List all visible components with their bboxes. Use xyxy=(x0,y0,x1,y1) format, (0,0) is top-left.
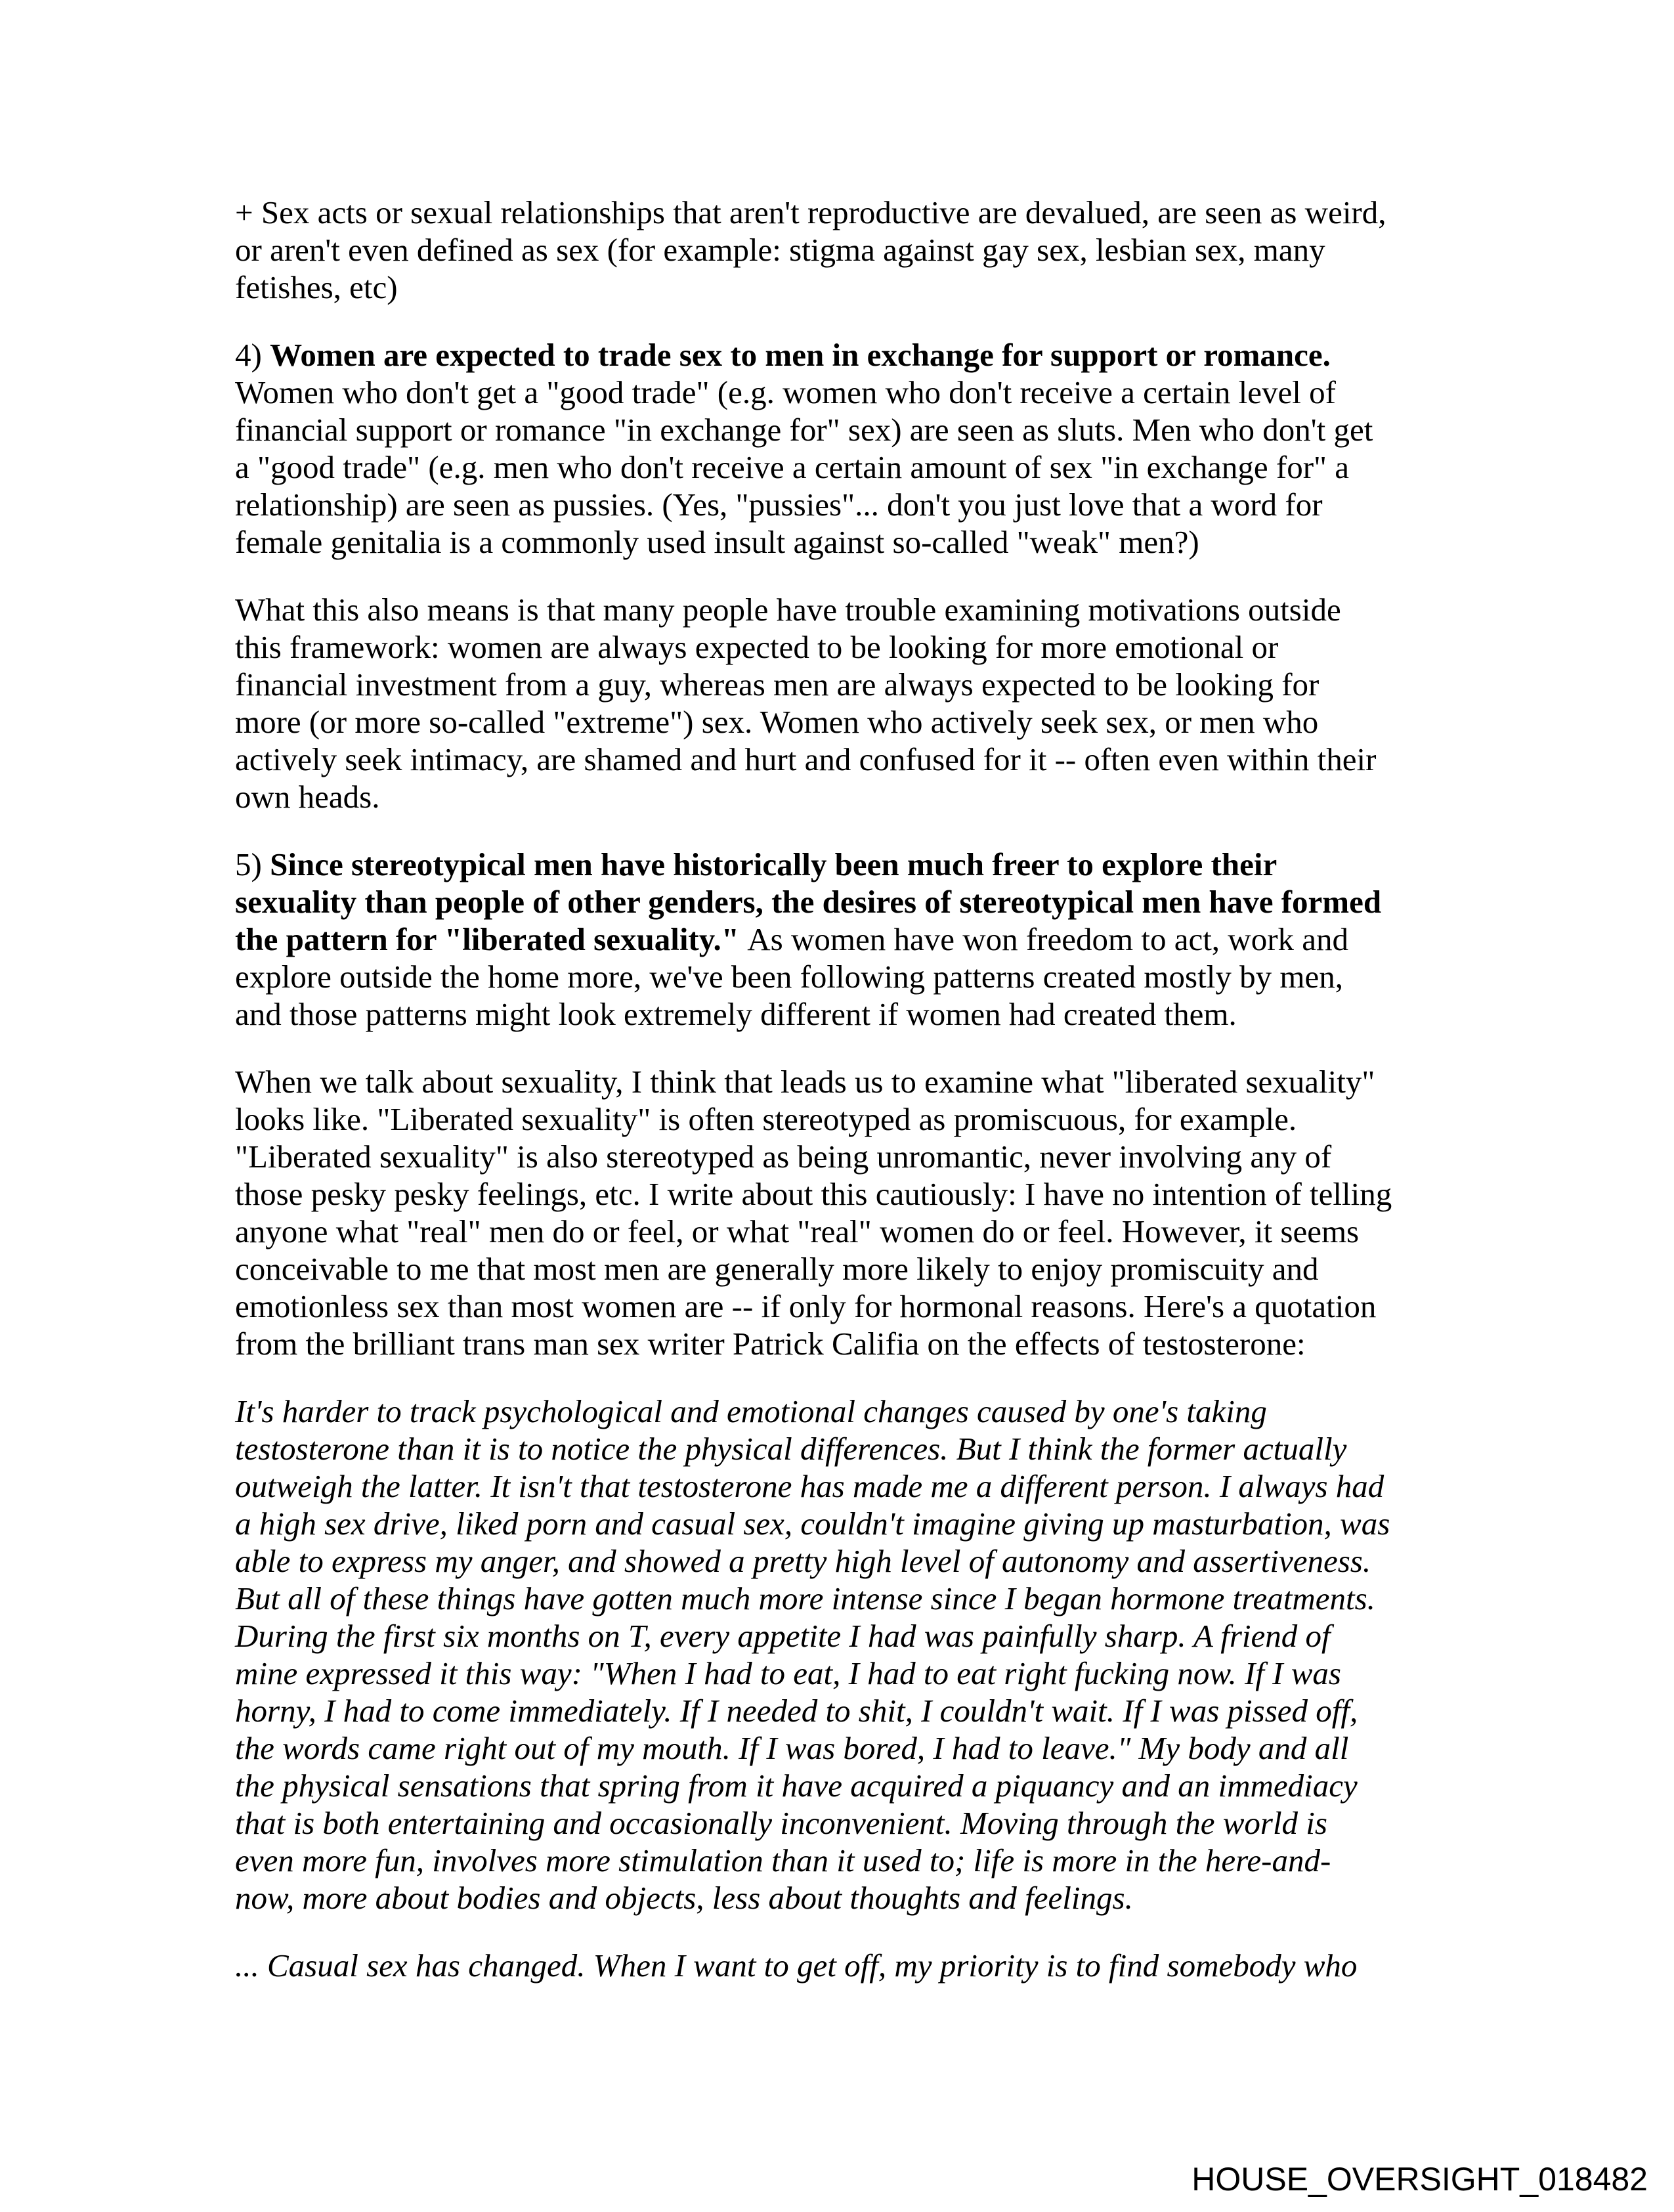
text-segment: ... Casual sex has changed. When I want to get off, my priority is to find somebody who xyxy=(235,1947,1358,1984)
paragraph xyxy=(235,1393,1427,1917)
text-segment: 4) xyxy=(235,337,270,373)
text-segment: or aren't even defined as sex (for example: stigma against gay sex, lesbian sex, many xyxy=(235,232,1325,268)
text-line xyxy=(235,269,1427,306)
text-segment: own heads. xyxy=(235,779,380,815)
text-segment: a high sex drive, liked porn and casual sex, couldn't imagine giving up masturbation, was xyxy=(235,1506,1390,1542)
text-line xyxy=(235,1580,1427,1617)
text-line xyxy=(235,1250,1427,1288)
text-line xyxy=(235,1288,1427,1325)
text-line xyxy=(235,628,1427,666)
text-segment: this framework: women are always expected to be looking for more emotional or xyxy=(235,629,1279,665)
text-segment: and those patterns might look extremely different if women had created them. xyxy=(235,996,1237,1032)
text-segment: from the brilliant trans man sex writer Patrick Califia on the effects of testosterone: xyxy=(235,1326,1306,1362)
text-segment: explore outside the home more, we've been following patterns created mostly by men, xyxy=(235,959,1343,995)
text-line xyxy=(235,921,1427,958)
text-line xyxy=(235,231,1427,269)
text-line xyxy=(235,846,1427,883)
text-segment: emotionless sex than most women are -- if only for hormonal reasons. Here's a quotation xyxy=(235,1288,1377,1324)
text-line xyxy=(235,1842,1427,1879)
bold-text-segment: sexuality than people of other genders, the desires of stereotypical men have formed xyxy=(235,884,1382,920)
bates-stamp: HOUSE_OVERSIGHT_018482 xyxy=(1191,2161,1648,2198)
text-segment: actively seek intimacy, are shamed and hurt and confused for it -- often even within their xyxy=(235,741,1377,777)
text-segment: those pesky pesky feelings, etc. I write about this cautiously: I have no intention of telling xyxy=(235,1176,1392,1212)
text-line xyxy=(235,411,1427,448)
text-segment: What this also means is that many people have trouble examining motivations outside xyxy=(235,592,1341,628)
text-line xyxy=(235,1505,1427,1542)
text-line xyxy=(235,336,1427,374)
text-line xyxy=(235,1213,1427,1250)
paragraph xyxy=(235,846,1427,1033)
text-line xyxy=(235,1175,1427,1213)
bold-text-segment: Since stereotypical men have historically been much freer to explore their xyxy=(270,846,1277,882)
text-segment: It's harder to track psychological and emotional changes caused by one's taking xyxy=(235,1393,1267,1429)
text-line xyxy=(235,666,1427,703)
text-line xyxy=(235,778,1427,815)
document-paragraphs xyxy=(235,194,1427,2014)
text-segment: even more fun, involves more stimulation than it used to; life is more in the here-and- xyxy=(235,1842,1331,1878)
text-segment: now, more about bodies and objects, less about thoughts and feelings. xyxy=(235,1880,1133,1916)
text-line xyxy=(235,958,1427,995)
text-line xyxy=(235,1063,1427,1100)
text-segment: outweigh the latter. It isn't that testosterone has made me a different person. I always had xyxy=(235,1468,1384,1504)
text-segment: financial investment from a guy, whereas men are always expected to be looking for xyxy=(235,666,1320,703)
text-segment: more (or more so-called "extreme") sex. Women who actively seek sex, or men who xyxy=(235,704,1319,740)
text-line xyxy=(235,995,1427,1033)
text-segment: conceivable to me that most men are generally more likely to enjoy promiscuity and xyxy=(235,1251,1319,1287)
text-segment: female genitalia is a commonly used insult against so-called "weak" men?) xyxy=(235,524,1199,560)
text-line xyxy=(235,1692,1427,1729)
text-segment: Women who don't get a "good trade" (e.g. women who don't receive a certain level of xyxy=(235,374,1336,410)
text-line xyxy=(235,523,1427,561)
text-segment: anyone what "real" men do or feel, or what "real" women do or feel. However, it seems xyxy=(235,1213,1360,1249)
text-line xyxy=(235,741,1427,778)
text-segment: As women have won freedom to act, work and xyxy=(747,921,1349,957)
text-line xyxy=(235,1325,1427,1362)
text-line xyxy=(235,1430,1427,1467)
text-line xyxy=(235,374,1427,411)
paragraph xyxy=(235,194,1427,306)
text-segment: testosterone than it is to notice the physical differences. But I think the former actually xyxy=(235,1431,1347,1467)
text-line xyxy=(235,1767,1427,1804)
text-segment: When we talk about sexuality, I think that leads us to examine what "liberated sexuality" xyxy=(235,1064,1375,1100)
text-segment: a "good trade" (e.g. men who don't receive a certain amount of sex "in exchange for" a xyxy=(235,449,1350,485)
text-line xyxy=(235,1879,1427,1917)
bold-text-segment: the pattern for "liberated sexuality." xyxy=(235,921,748,957)
text-segment: the words came right out of my mouth. If I was bored, I had to leave." My body and all xyxy=(235,1730,1349,1766)
text-segment: that is both entertaining and occasionally inconvenient. Moving through the world is xyxy=(235,1805,1327,1841)
text-line xyxy=(235,1393,1427,1430)
text-line xyxy=(235,1617,1427,1655)
paragraph xyxy=(235,1947,1427,1984)
text-segment: financial support or romance "in exchange for" sex) are seen as sluts. Men who don't get xyxy=(235,412,1373,448)
text-segment: fetishes, etc) xyxy=(235,269,398,305)
text-line xyxy=(235,703,1427,741)
bold-text-segment: Women are expected to trade sex to men in exchange for support or romance. xyxy=(270,337,1331,373)
text-line xyxy=(235,1947,1427,1984)
text-segment: relationship) are seen as pussies. (Yes, "pussies"... don't you just love that a word for xyxy=(235,487,1323,523)
text-segment: able to express my anger, and showed a pretty high level of autonomy and assertiveness. xyxy=(235,1543,1371,1579)
text-line xyxy=(235,1138,1427,1175)
text-line xyxy=(235,486,1427,523)
paragraph xyxy=(235,1063,1427,1362)
text-segment: mine expressed it this way: "When I had to eat, I had to eat right fucking now. If I was xyxy=(235,1655,1341,1691)
text-line xyxy=(235,1655,1427,1692)
text-segment: 5) xyxy=(235,846,270,882)
text-line xyxy=(235,1729,1427,1767)
paragraph xyxy=(235,336,1427,561)
text-line xyxy=(235,194,1427,231)
text-line xyxy=(235,448,1427,486)
text-line xyxy=(235,591,1427,628)
text-segment: the physical sensations that spring from it have acquired a piquancy and an immediacy xyxy=(235,1767,1358,1804)
text-segment: horny, I had to come immediately. If I needed to shit, I couldn't wait. If I was pissed off, xyxy=(235,1693,1358,1729)
text-line xyxy=(235,883,1427,921)
text-line xyxy=(235,1804,1427,1842)
text-line xyxy=(235,1542,1427,1580)
text-segment: + Sex acts or sexual relationships that aren't reproductive are devalued, are seen as weird, xyxy=(235,194,1386,230)
text-segment: "Liberated sexuality" is also stereotyped as being unromantic, never involving any of xyxy=(235,1139,1332,1175)
text-segment: During the first six months on T, every appetite I had was painfully sharp. A friend of xyxy=(235,1618,1331,1654)
text-line xyxy=(235,1467,1427,1505)
text-segment: But all of these things have gotten much more intense since I began hormone treatments. xyxy=(235,1580,1375,1616)
paragraph xyxy=(235,591,1427,815)
text-segment: looks like. "Liberated sexuality" is often stereotyped as promiscuous, for example. xyxy=(235,1101,1297,1137)
text-line xyxy=(235,1100,1427,1138)
